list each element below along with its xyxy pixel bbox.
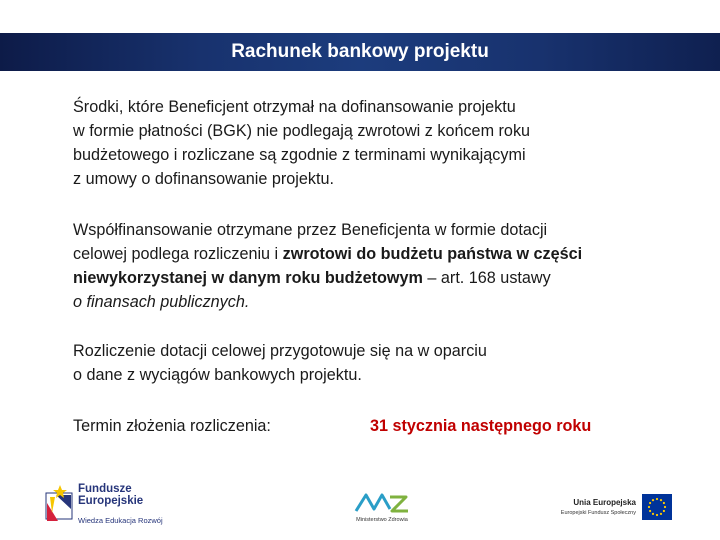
ministerstwo-zdrowia-logo [352, 491, 412, 527]
deadline-label: Termin złożenia rozliczenia: [73, 417, 271, 435]
paragraph-1 [73, 95, 663, 191]
title-bar [0, 33, 720, 71]
mz-mark-icon [352, 491, 412, 515]
paragraph-2-line-2-plain: celowej podlega rozliczeniu i [73, 245, 283, 263]
paragraph-2-line-3-bold: niewykorzystanej w danym roku budżetowym [73, 269, 423, 287]
paragraph-2-line-3-plain: – art. 168 ustawy [422, 269, 551, 287]
eu-flag-icon [642, 494, 672, 520]
deadline-value: 31 stycznia następnego roku [370, 417, 592, 435]
fe-logo-text [78, 484, 143, 507]
paragraph-2-line-2 [73, 242, 663, 266]
paragraph-2 [73, 218, 663, 314]
paragraph-2-line-2-bold: zwrotowi do budżetu państwa w części [282, 245, 583, 263]
paragraph-1-line-1: Środki, które Beneficjent otrzymał na dofinansowanie projektu [73, 98, 516, 116]
paragraph-1-line-3: budżetowego i rozliczane są zgodnie z terminami wynikającymi [73, 146, 526, 164]
fe-logo-line-1: Fundusze [78, 483, 132, 495]
paragraph-3-line-1: Rozliczenie dotacji celowej przygotowuje się na w oparciu [73, 342, 487, 360]
paragraph-2-line-3 [73, 266, 663, 290]
unia-europejska-logo [548, 494, 678, 524]
page-title: Rachunek bankowy projektu [231, 41, 489, 62]
fe-star-flag-icon [44, 483, 74, 527]
ue-logo-title: Unia Europejska [573, 498, 636, 507]
paragraph-3-line-2: o dane z wyciągów bankowych projektu. [73, 366, 362, 384]
paragraph-2-line-4-italic: o finansach publicznych. [73, 293, 250, 311]
fundusze-europejskie-logo [44, 483, 174, 531]
fe-logo-line-2: Europejskie [78, 494, 144, 507]
paragraph-2-line-1: Współfinansowanie otrzymane przez Beneficjenta w formie dotacji [73, 221, 548, 239]
paragraph-1-line-2: w formie płatności (BGK) nie podlegają zwrotowi z końcem roku [73, 122, 531, 140]
paragraph-3 [73, 339, 663, 387]
paragraph-1-line-4: z umowy o dofinansowanie projektu. [73, 170, 334, 188]
ue-logo-subtitle: Europejski Fundusz Społeczny [560, 510, 636, 516]
fe-logo-subtitle: Wiedza Edukacja Rozwój [78, 516, 163, 525]
mz-logo-subtitle: Ministerstwo Zdrowia [356, 517, 408, 523]
paragraph-2-line-4 [73, 290, 663, 314]
